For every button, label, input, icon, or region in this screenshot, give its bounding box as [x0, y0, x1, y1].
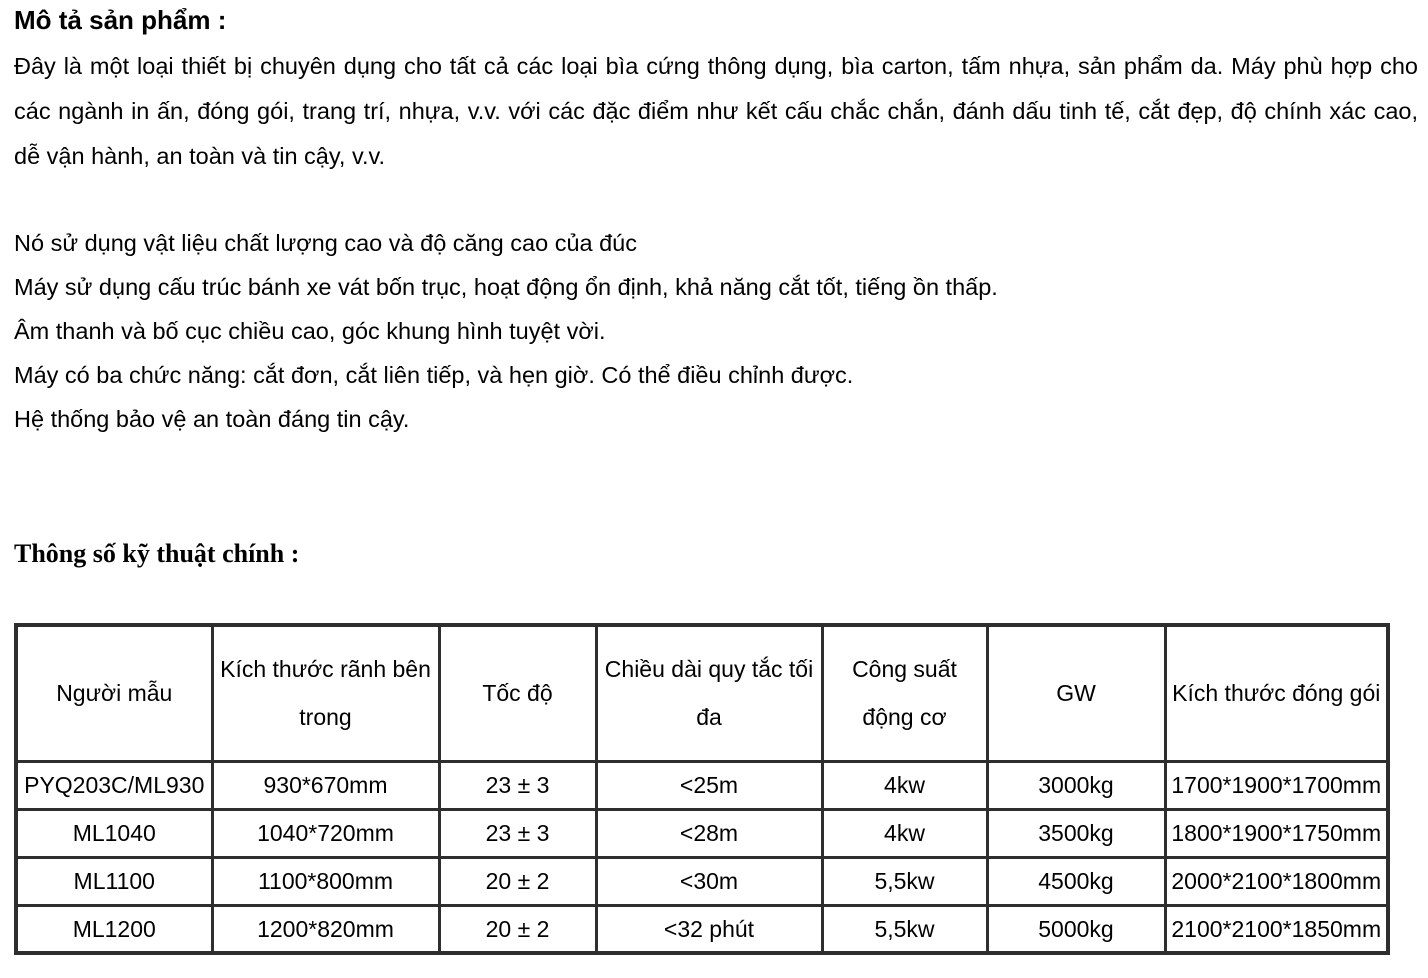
table-header-cell-max-rule-length: Chiều dài quy tắc tối đa: [596, 625, 822, 761]
table-cell: <32 phút: [596, 905, 822, 953]
table-cell: 4kw: [822, 809, 987, 857]
table-header-cell-model: Người mẫu: [16, 625, 212, 761]
table-cell: 2000*2100*1800mm: [1165, 857, 1388, 905]
table-cell: 3000kg: [987, 761, 1165, 809]
table-header-cell-groove-size: Kích thước rãnh bên trong: [212, 625, 439, 761]
table-cell: 5,5kw: [822, 905, 987, 953]
table-header-cell-motor-power: Công suất động cơ: [822, 625, 987, 761]
specs-heading: Thông số kỹ thuật chính :: [14, 539, 300, 568]
table-cell: ML1100: [16, 857, 212, 905]
table-cell: PYQ203C/ML930: [16, 761, 212, 809]
table-cell: 23 ± 3: [439, 809, 596, 857]
feature-line: Âm thanh và bố cục chiều cao, góc khung hình tuyệt vời.: [14, 318, 606, 344]
table-cell: 4kw: [822, 761, 987, 809]
table-row: [16, 809, 1388, 857]
table-cell: <28m: [596, 809, 822, 857]
table-cell: <30m: [596, 857, 822, 905]
feature-line: Nó sử dụng vật liệu chất lượng cao và độ căng cao của đúc: [14, 230, 638, 256]
table-header-cell-packing-size: Kích thước đóng gói: [1165, 625, 1388, 761]
table-header-cell-speed: Tốc độ: [439, 625, 596, 761]
table-header-row: [16, 625, 1388, 761]
table-cell: 1800*1900*1750mm: [1165, 809, 1388, 857]
table-cell: ML1040: [16, 809, 212, 857]
table-row: [16, 905, 1388, 953]
table-cell: 5,5kw: [822, 857, 987, 905]
feature-line: Máy sử dụng cấu trúc bánh xe vát bốn trục, hoạt động ổn định, khả năng cắt tốt, tiếng ồn thấp.: [14, 274, 998, 300]
description-heading: Mô tả sản phẩm :: [14, 5, 227, 35]
table-cell: 1200*820mm: [212, 905, 439, 953]
feature-line: Hệ thống bảo vệ an toàn đáng tin cậy.: [14, 406, 410, 432]
table-cell: ML1200: [16, 905, 212, 953]
table-cell: 20 ± 2: [439, 857, 596, 905]
table-cell: 23 ± 3: [439, 761, 596, 809]
feature-list: [14, 221, 1418, 441]
table-cell: 930*670mm: [212, 761, 439, 809]
table-row: [16, 857, 1388, 905]
table-cell: <25m: [596, 761, 822, 809]
table-cell: 5000kg: [987, 905, 1165, 953]
table-cell: 1040*720mm: [212, 809, 439, 857]
table-cell: 1100*800mm: [212, 857, 439, 905]
feature-line: Máy có ba chức năng: cắt đơn, cắt liên tiếp, và hẹn giờ. Có thể điều chỉnh được.: [14, 362, 854, 388]
table-row: [16, 761, 1388, 809]
table-cell: 3500kg: [987, 809, 1165, 857]
table-cell: 4500kg: [987, 857, 1165, 905]
spec-table: [14, 623, 1390, 955]
table-cell: 2100*2100*1850mm: [1165, 905, 1388, 953]
description-paragraph: Đây là một loại thiết bị chuyên dụng cho tất cả các loại bìa cứng thông dụng, bìa carton, tấm nhựa, sản phẩm da. Máy phù hợp cho các ngành in ấn, đóng gói, trang trí, nhựa, v.v. với các đặc điểm như kết cấu chắc chắn, đánh dấu tinh tế, cắt đẹp, độ chính xác cao, dễ vận hành, an toàn và tin cậy, v.v.: [14, 53, 1418, 169]
table-cell: 1700*1900*1700mm: [1165, 761, 1388, 809]
table-cell: 20 ± 2: [439, 905, 596, 953]
table-header-cell-gw: GW: [987, 625, 1165, 761]
